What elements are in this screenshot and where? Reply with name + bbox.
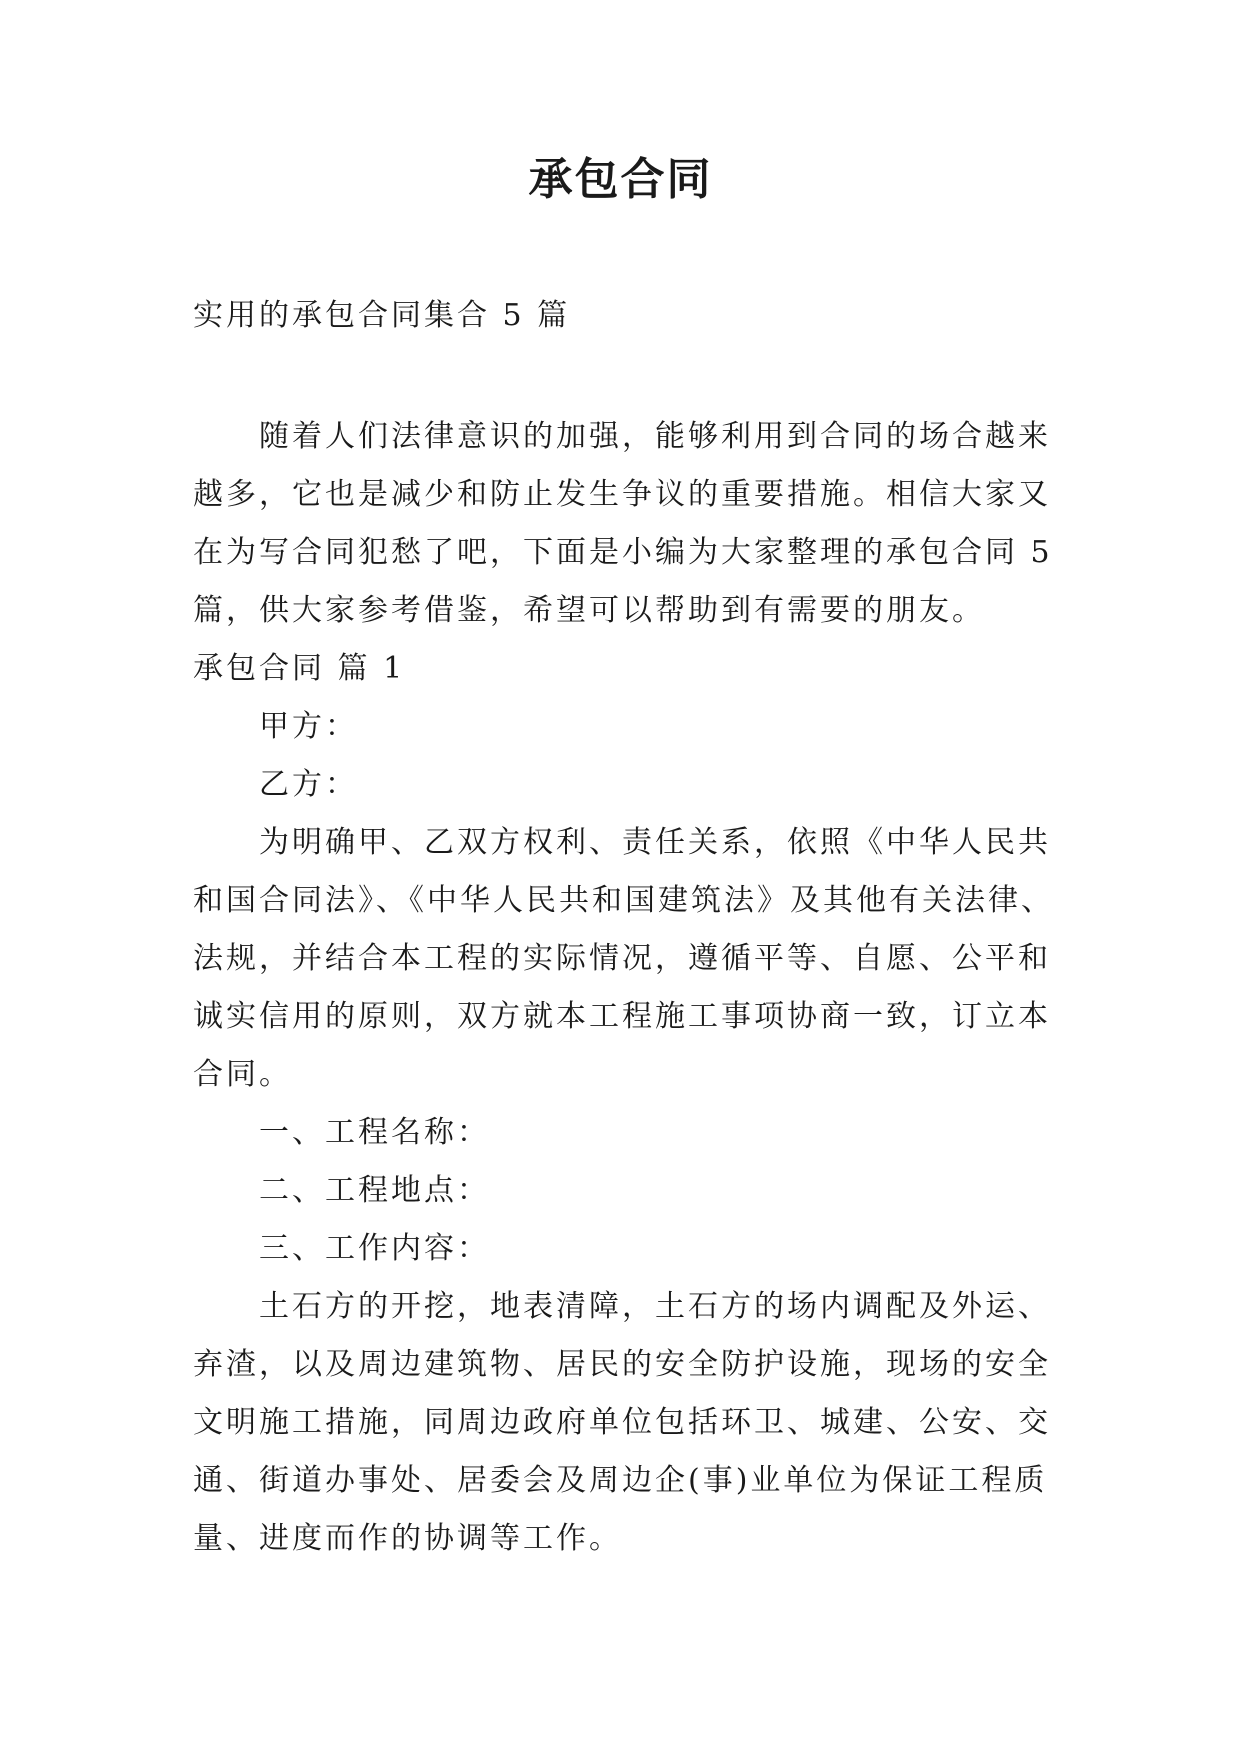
body-line: 一、工程名称： [259, 1115, 490, 1150]
document-subtitle: 实用的承包合同集合 5 篇 [193, 298, 571, 333]
body-line: 为明确甲、乙双方权利、责任关系，依照《中华人民共 [259, 825, 1051, 860]
body-line: 篇，供大家参考借鉴，希望可以帮助到有需要的朋友。 [193, 593, 985, 628]
body-line: 在为写合同犯愁了吧，下面是小编为大家整理的承包合同 5 [193, 535, 1053, 570]
body-line: 甲方： [259, 709, 358, 744]
body-line: 越多，它也是减少和防止发生争议的重要措施。相信大家又 [193, 477, 1051, 512]
body-line: 通、街道办事处、居委会及周边企(事)业单位为保证工程质 [193, 1463, 1048, 1498]
document-title: 承包合同 [528, 154, 713, 205]
body-line: 法规，并结合本工程的实际情况，遵循平等、自愿、公平和 [193, 941, 1051, 976]
document-body [193, 408, 1073, 1568]
body-line: 承包合同 篇 1 [193, 651, 406, 686]
body-line: 随着人们法律意识的加强，能够利用到合同的场合越来 [259, 419, 1051, 454]
body-line: 三、工作内容： [259, 1231, 490, 1266]
body-line: 二、工程地点： [259, 1173, 490, 1208]
body-line: 诚实信用的原则，双方就本工程施工事项协商一致，订立本 [193, 999, 1051, 1034]
body-line: 文明施工措施，同周边政府单位包括环卫、城建、公安、交 [193, 1405, 1051, 1440]
body-line: 弃渣，以及周边建筑物、居民的安全防护设施，现场的安全 [193, 1347, 1051, 1382]
body-line: 土石方的开挖，地表清障，土石方的场内调配及外运、 [259, 1289, 1051, 1324]
body-line: 合同。 [193, 1057, 292, 1092]
body-line: 量、进度而作的协调等工作。 [193, 1521, 622, 1556]
body-line: 乙方： [259, 767, 358, 802]
body-line: 和国合同法》、《中华人民共和国建筑法》及其他有关法律、 [193, 883, 1054, 918]
